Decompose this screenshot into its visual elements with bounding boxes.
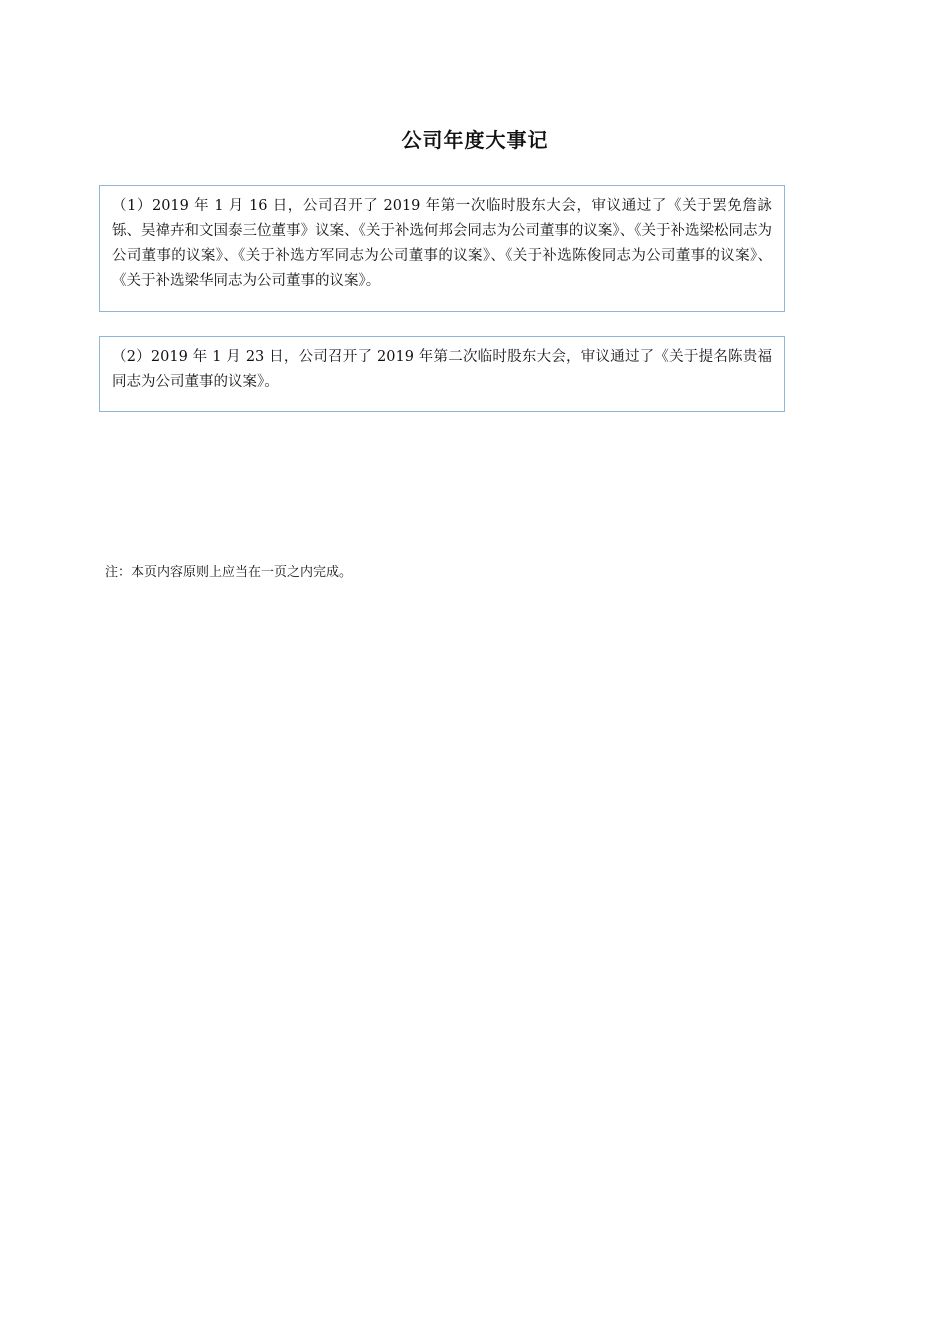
page-title: 公司年度大事记 — [401, 128, 549, 152]
page-note: 注：本页内容原则上应当在一页之内完成。 — [105, 565, 353, 580]
event-item-1: （1）2019 年 1 月 16 日，公司召开了 2019 年第一次临时股东大会，审议通过了《关于罢免詹詠铄、吴禕卉和文国泰三位董事》议案、《关于补选何邦会同志为公司董事的议案》、《关于补选梁松同志为公司董事的议案》、《关于补选方军同志为公司董事的议案》、《关于补选陈俊同志为公司董事的议案》、《关于补选梁华同志为公司董事的议案》。 — [99, 185, 785, 312]
event-item-2: （2）2019 年 1 月 23 日，公司召开了 2019 年第二次临时股东大会，审议通过了《关于提名陈贵福同志为公司董事的议案》。 — [99, 336, 785, 412]
